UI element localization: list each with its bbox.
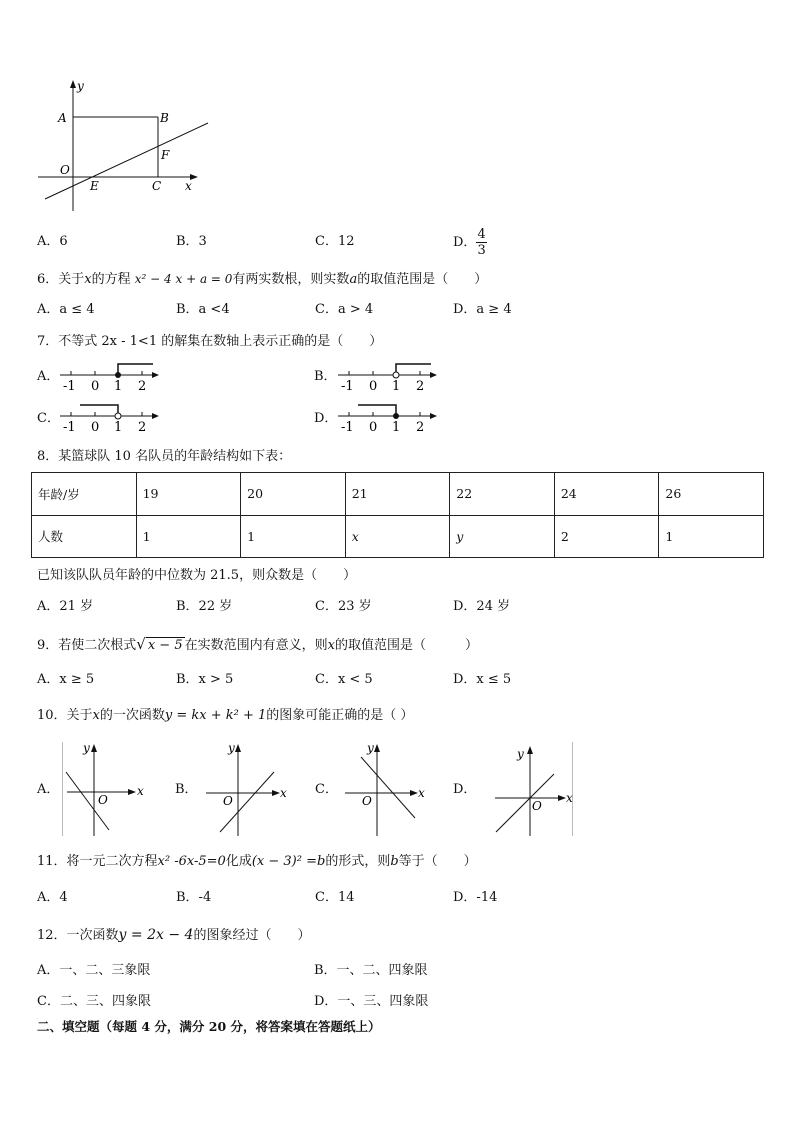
q5-option-d <box>453 227 487 258</box>
table-cell: 21 <box>345 473 450 516</box>
table-cell: 年龄/岁 <box>32 473 137 516</box>
section-heading: 二、填空题（每题 4 分，满分 20 分，将答案填在答题纸上） <box>37 1019 381 1034</box>
tick-label: 0 <box>369 420 378 435</box>
q10-stem-end: 的图象可能正确的是（ ） <box>266 708 414 723</box>
tick-label: 0 <box>369 379 378 394</box>
q5-option-b: B．3 <box>176 234 207 249</box>
q11-stem-pre: 11．将一元二次方程 <box>37 854 158 869</box>
q8-followup: 已知该队队员年龄的中位数为 21.5，则众数是（ ） <box>37 568 357 583</box>
label-y: y <box>77 79 84 93</box>
q9-option-b: B．x > 5 <box>176 672 234 687</box>
label-o: O <box>60 163 70 177</box>
var-x: x <box>327 638 335 653</box>
q12-stem-end: 的图象经过（ ） <box>193 928 311 943</box>
q6-stem-pre: 6．关于 <box>37 272 85 287</box>
q12-function: y = 2x − 4 <box>118 927 194 943</box>
tick-label: 2 <box>138 420 147 435</box>
q8-option-c: C．23 岁 <box>315 599 372 614</box>
table-cell: 1 <box>659 515 764 558</box>
solution-ray <box>118 364 153 375</box>
tick-label: 1 <box>114 379 123 394</box>
table-cell: 1 <box>136 515 241 558</box>
q7-stem: 7．不等式 2x - 1<1 的解集在数轴上表示正确的是（ ） <box>37 334 383 349</box>
closed-dot <box>115 372 121 378</box>
axis-label-y: y <box>367 741 374 755</box>
label-c: C <box>152 179 162 193</box>
var-x: x <box>92 708 100 723</box>
table-cell: 19 <box>136 473 241 516</box>
graph-d <box>492 740 582 838</box>
origin-label: O <box>223 794 233 808</box>
label-b: B <box>160 111 169 125</box>
axis-label-x: x <box>280 786 287 800</box>
var-b: b <box>390 854 399 869</box>
table-cell: y <box>450 515 555 558</box>
q10-function: y = kx + k² + 1 <box>164 708 267 723</box>
number-line-a <box>58 360 163 394</box>
q9-option-a: A．x ≥ 5 <box>37 672 95 687</box>
q11-stem-post: 的形式，则 <box>325 854 391 869</box>
q10-label-c: C． <box>315 782 338 797</box>
table-row <box>32 473 764 516</box>
var-x: x <box>84 272 92 287</box>
q7-label-b: B． <box>314 369 337 384</box>
tick-label: 1 <box>114 420 123 435</box>
q6-equation: x² − 4 x + a = 0 <box>134 272 233 286</box>
q10-stem <box>37 708 413 724</box>
q10-label-a: A． <box>37 782 60 797</box>
q11-option-d: D．-14 <box>453 890 498 905</box>
tick-label: -1 <box>63 379 76 394</box>
tick-label: 2 <box>416 420 425 435</box>
axis-label-y: y <box>517 747 524 761</box>
open-dot <box>393 372 399 378</box>
q11-equation: x² -6x-5=0 <box>157 854 226 869</box>
axis-label-x: x <box>137 784 144 798</box>
q12-option-a: A．一、二、三象限 <box>37 963 151 978</box>
tick-label: 2 <box>416 379 425 394</box>
q9-stem-pre: 9．若使二次根式 <box>37 638 137 653</box>
line-ef <box>45 123 208 199</box>
q6-stem-end: 的取值范围是（ ） <box>357 272 488 287</box>
graph-c <box>340 740 435 838</box>
q11-option-a: A．4 <box>37 890 68 905</box>
q6-stem-mid: 的方程 <box>91 272 131 287</box>
table-cell: 2 <box>554 515 659 558</box>
label-f: F <box>161 148 170 162</box>
tick-label: 2 <box>138 379 147 394</box>
sqrt-expression <box>136 636 184 654</box>
graph-b <box>200 740 295 838</box>
origin-label: O <box>362 794 372 808</box>
label-e: E <box>90 179 99 193</box>
axis-label-x: x <box>418 786 425 800</box>
radicand: x − 5 <box>147 638 183 653</box>
q6-option-d: D．a ≥ 4 <box>453 302 512 317</box>
number-line-c <box>58 401 163 435</box>
solution-ray <box>80 405 118 413</box>
q8-stem: 8．某篮球队 10 名队员的年龄结构如下表： <box>37 449 292 464</box>
q9-stem-post: 在实数范围内有意义，则 <box>184 638 328 653</box>
label-a: A <box>58 111 67 125</box>
var-a: a <box>349 272 358 287</box>
number-line-d <box>336 401 441 435</box>
q9-option-d: D．x ≤ 5 <box>453 672 512 687</box>
q12-option-c: C．二、三、四象限 <box>37 994 151 1009</box>
origin-label: O <box>532 799 542 813</box>
solution-ray <box>358 405 396 416</box>
q10-label-b: B． <box>175 782 198 797</box>
q11-form: (x − 3)² =b <box>251 854 326 869</box>
q8-option-b: B．22 岁 <box>176 599 233 614</box>
graph-a <box>62 740 152 838</box>
fraction-four-thirds <box>476 227 486 258</box>
q9-stem <box>37 636 478 654</box>
q7-label-a: A． <box>37 369 60 384</box>
tick-label: -1 <box>341 379 354 394</box>
radical-sign-icon: √ <box>136 635 146 653</box>
q5-geometry-figure <box>30 78 220 216</box>
tick-label: 1 <box>392 420 401 435</box>
q6-option-b: B．a <4 <box>176 302 230 317</box>
number-line-b <box>336 360 441 394</box>
axis-label-y: y <box>228 741 235 755</box>
q11-option-c: C．14 <box>315 890 355 905</box>
table-row <box>32 515 764 558</box>
axis-label-y: y <box>83 741 90 755</box>
q9-stem-end: 的取值范围是（ ） <box>334 638 478 653</box>
q12-option-d: D．一、三、四象限 <box>314 994 429 1009</box>
tick-label: 0 <box>91 379 100 394</box>
q7-label-d: D． <box>314 411 338 426</box>
table-cell: 24 <box>554 473 659 516</box>
q6-stem-post: 有两实数根，则实数 <box>232 272 350 287</box>
table-cell: 人数 <box>32 515 137 558</box>
q9-option-c: C．x < 5 <box>315 672 373 687</box>
q11-stem-end: 等于（ ） <box>398 854 477 869</box>
age-table <box>31 472 764 558</box>
table-cell: 20 <box>241 473 346 516</box>
closed-dot <box>393 413 399 419</box>
function-line <box>361 757 415 818</box>
axis-label-x: x <box>566 791 573 805</box>
q5-option-d-prefix: D． <box>453 235 477 250</box>
q6-option-a: A．a ≤ 4 <box>37 302 95 317</box>
q10-stem-mid: 的一次函数 <box>99 708 165 723</box>
q6-option-c: C．a > 4 <box>315 302 374 317</box>
q7-label-c: C． <box>37 411 60 426</box>
tick-label: -1 <box>63 420 76 435</box>
function-line <box>496 774 554 832</box>
tick-label: -1 <box>341 420 354 435</box>
open-dot <box>115 413 121 419</box>
q11-stem <box>37 854 477 870</box>
solution-ray <box>396 364 431 372</box>
table-cell: 22 <box>450 473 555 516</box>
fraction-numerator: 4 <box>477 227 486 242</box>
q11-option-b: B．-4 <box>176 890 212 905</box>
q8-option-d: D．24 岁 <box>453 599 511 614</box>
q12-option-b: B．一、二、四象限 <box>314 963 428 978</box>
fraction-denominator: 3 <box>477 243 486 258</box>
q12-stem <box>37 927 310 944</box>
table-cell: 26 <box>659 473 764 516</box>
label-x: x <box>185 179 192 193</box>
q5-option-c: C．12 <box>315 234 355 249</box>
origin-label: O <box>98 793 108 807</box>
q6-stem <box>37 271 487 288</box>
table-cell: x <box>345 515 450 558</box>
tick-label: 0 <box>91 420 100 435</box>
q10-stem-pre: 10．关于 <box>37 708 93 723</box>
q10-label-d: D． <box>453 782 477 797</box>
q5-option-a: A．6 <box>37 234 68 249</box>
table-cell: 1 <box>241 515 346 558</box>
q8-option-a: A．21 岁 <box>37 599 94 614</box>
q12-stem-pre: 12．一次函数 <box>37 928 119 943</box>
tick-label: 1 <box>392 379 401 394</box>
q11-stem-mid: 化成 <box>225 854 252 869</box>
